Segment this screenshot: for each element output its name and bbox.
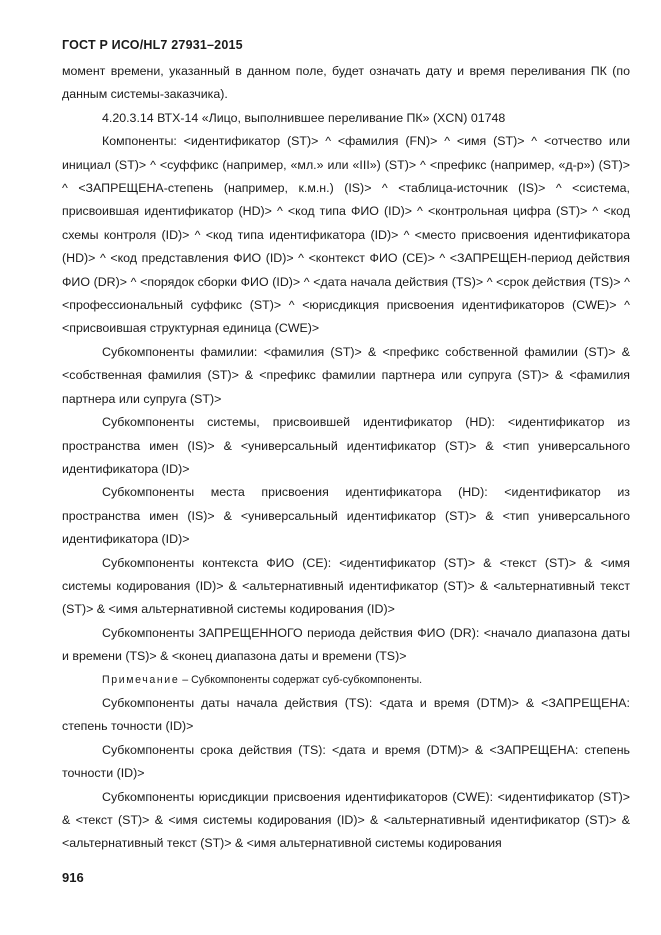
- paragraph-effective-date-subcomponents: Субкомпоненты даты начала действия (TS): <дата и время (DTM)> & <ЗАПРЕЩЕНА: степень точности (ID)>: [62, 695, 630, 734]
- section-heading: 4.20.3.14 ВТХ-14 «Лицо, выполнившее переливание ПК» (XCN) 01748: [102, 110, 506, 125]
- document-header: ГОСТ Р ИСО/HL7 27931–2015: [62, 38, 243, 52]
- note-label: Примечание: [102, 673, 180, 686]
- paragraph-continuation: момент времени, указанный в данном поле, будет означать дату и время переливания ПК (по данным системы-заказчика).: [62, 64, 630, 102]
- note-text: – Субкомпоненты содержат суб-субкомпоненты.: [179, 673, 423, 686]
- page-body: [62, 60, 630, 856]
- paragraph-assigning-system-subcomponents: Субкомпоненты системы, присвоившей идентификатор (HD): <идентификатор из пространства имен (IS)> & <универсальный идентификатор (ST)> & <тип универсального идентификатора (ID)>: [62, 415, 630, 476]
- paragraph-name-context-subcomponents: Субкомпоненты контекста ФИО (CE): <идентификатор (ST)> & <текст (ST)> & <имя системы кодирования (ID)> & <альтернативный идентификатор (ST)> & <альтернативный текст (ST)> & <имя альтернативной системы кодирования (ID)>: [62, 555, 630, 617]
- paragraph-surname-subcomponents: Субкомпоненты фамилии: <фамилия (ST)> & <префикс собственной фамилии (ST)> & <собственная фамилия (ST)> & <префикс фамилии партнера или супруга (ST)> & <фамилия партнера или супруга (ST)>: [62, 344, 630, 406]
- paragraph-assigning-facility-subcomponents: Субкомпоненты места присвоения идентификатора (HD): <идентификатор из пространства имен (IS)> & <универсальный идентификатор (ST)> & <тип универсального идентификатора (ID)>: [62, 485, 630, 547]
- paragraph-jurisdiction-subcomponents: Субкомпоненты юрисдикции присвоения идентификаторов (CWE): <идентификатор (ST)> & <текст (ST)> & <имя системы кодирования (ID)> & <альтернативный идентификатор (ST)> & <альтернативный текст (ST)> & <имя альтернативной системы кодирования: [62, 789, 630, 851]
- paragraph-expiration-date-subcomponents: Субкомпоненты срока действия (TS): <дата и время (DTM)> & <ЗАПРЕЩЕНА: степень точности (ID)>: [62, 742, 630, 781]
- page-number: 916: [62, 870, 84, 885]
- note: [62, 669, 630, 692]
- paragraph-components: Компоненты: <идентификатор (ST)> ^ <фамилия (FN)> ^ <имя (ST)> ^ <отчество или инициал (ST)> ^ <суффикс (например, «мл.» или «III») (ST)> ^ <префикс (например, «д-р») (ST)> ^ <ЗАПРЕЩЕНА-степень (например, к.м.н.) (IS)> ^ <таблица-источник (IS)> ^ <система, присвоившая идентификатор (HD)> ^ <код типа ФИО (ID)> ^ <контрольная цифра (ST)> ^ <код схемы контроля (ID)> ^ <код типа идентификатора (ID)> ^ <место присвоения идентификатора (HD)> ^ <код представления ФИО (ID)> ^ <контекст ФИО (CE)> ^ <ЗАПРЕЩЕН-период действия ФИО (DR)> ^ <порядок сборки ФИО (ID)> ^ <дата начала действия (TS)> ^ <срок действия (TS)> ^ <профессиональный суффикс (ST)> ^ <юрисдикция присвоения идентификаторов (CWE)> ^ <присвоившая структурная единица (CWE)>: [62, 134, 630, 336]
- paragraph-name-validity-range-subcomponents: Субкомпоненты ЗАПРЕЩЕННОГО периода действия ФИО (DR): <начало диапазона даты и времени (TS)> & <конец диапазона даты и времени (TS)>: [62, 625, 630, 664]
